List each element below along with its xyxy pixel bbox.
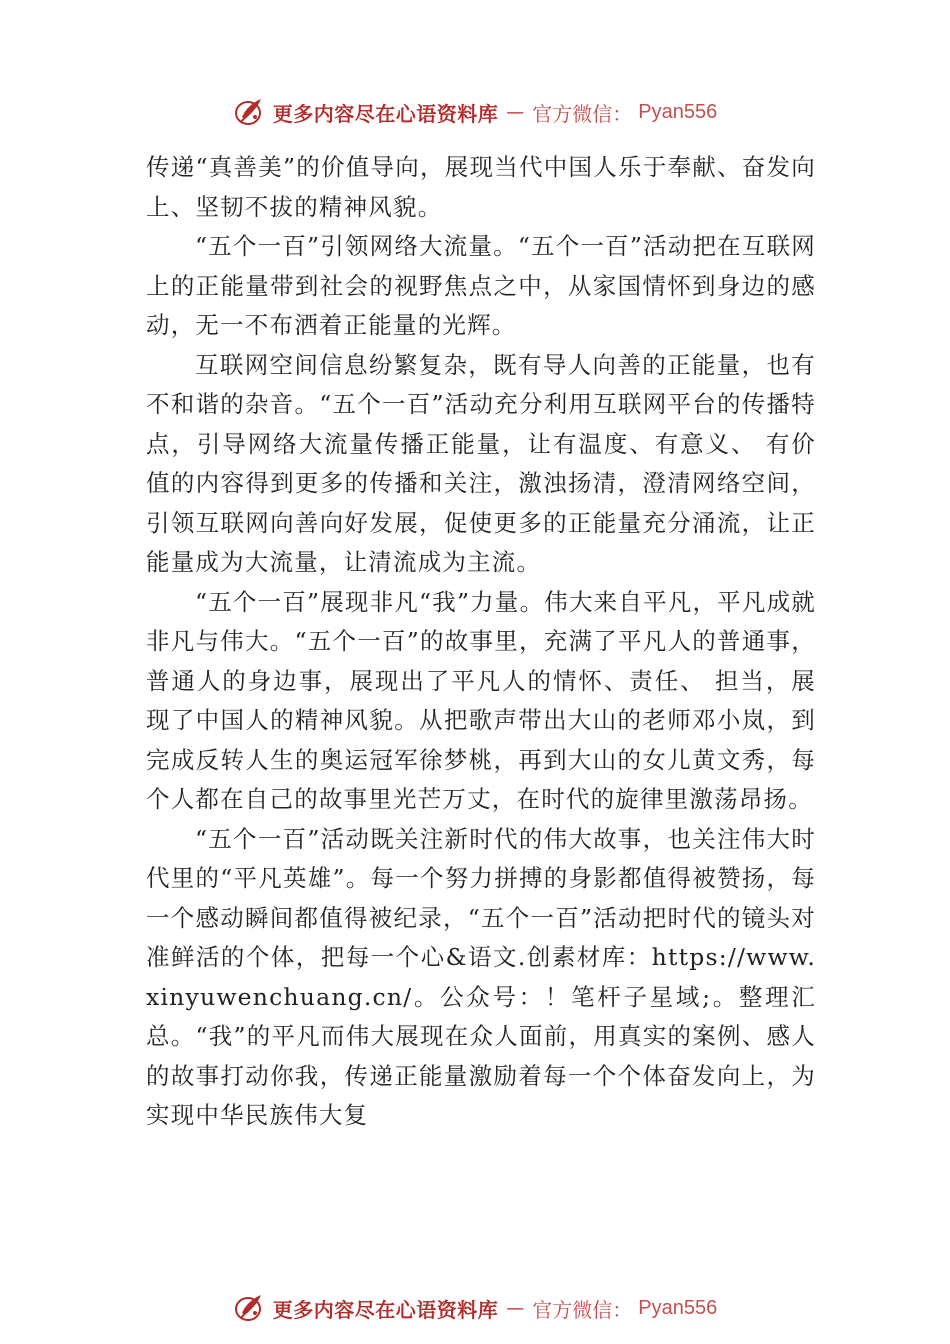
quill-logo-icon — [233, 95, 267, 129]
footer-brand-title: 更多内容尽在心语资料库 — [272, 1297, 499, 1322]
paragraph: “五个一百”引领网络大流量。“五个一百”活动把在互联网上的正能量带到社会的视野焦点之中，从家国情怀到身边的感动，无一不布洒着正能量的光辉。 — [146, 232, 816, 339]
footer-brand — [233, 1291, 717, 1325]
document-body — [146, 148, 816, 1136]
header-dash: — — [506, 101, 525, 123]
page-header — [0, 92, 950, 132]
footer-wechat-label: 官方微信： — [532, 1297, 633, 1322]
footer-dash: — — [506, 1297, 525, 1319]
paragraph: “五个一百”活动既关注新时代的伟大故事，也关注伟大时代里的“平凡英雄”。每一个努力拼搏的身影都值得被赞扬，每一个感动瞬间都值得被纪录，“五个一百”活动把时代的镜头对准鲜活的个体，把每一个心&语文.创素材库：https://www.xinyuwenchuang.cn/。公众号：！笔杆子星域;。整理汇总。“我”的平凡而伟大展现在众人面前，用真实的案例、感人的故事打动你我，传递正能量激励着每一个个体奋发向上，为实现中华民族伟大复 — [146, 824, 816, 1129]
footer-wechat-id: Pyan556 — [638, 1296, 718, 1319]
header-wechat-id: Pyan556 — [638, 100, 718, 123]
header-brand-title: 更多内容尽在心语资料库 — [272, 101, 499, 126]
paragraph: “五个一百”展现非凡“我”力量。伟大来自平凡，平凡成就非凡与伟大。“五个一百”的故事里，充满了平凡人的普通事，普通人的身边事，展现出了平凡人的情怀、责任、 担当，展现了中国人的精神风貌。从把歌声带出大山的老师邓小岚，到完成反转人生的奥运冠军徐梦桃，再到大山的女儿黄文秀，每个人都在自己的故事里光芒万丈，在时代的旋律里激荡昂扬。 — [146, 587, 816, 813]
header-wechat-label: 官方微信： — [532, 101, 633, 126]
header-brand — [233, 95, 717, 129]
paragraph-continuation: 传递“真善美”的价值导向，展现当代中国人乐于奉献、奋发向上、坚韧不拔的精神风貌。 — [146, 153, 816, 221]
quill-logo-icon — [233, 1291, 267, 1325]
paragraph: 互联网空间信息纷繁复杂，既有导人向善的正能量，也有不和谐的杂音。“五个一百”活动充分利用互联网平台的传播特点，引导网络大流量传播正能量，让有温度、有意义、 有价值的内容得到更多的传播和关注，激浊扬清，澄清网络空间，引领互联网向善向好发展，促使更多的正能量充分涌流，让正能量成为大流量，让清流成为主流。 — [146, 350, 816, 576]
page-footer — [0, 1288, 950, 1328]
